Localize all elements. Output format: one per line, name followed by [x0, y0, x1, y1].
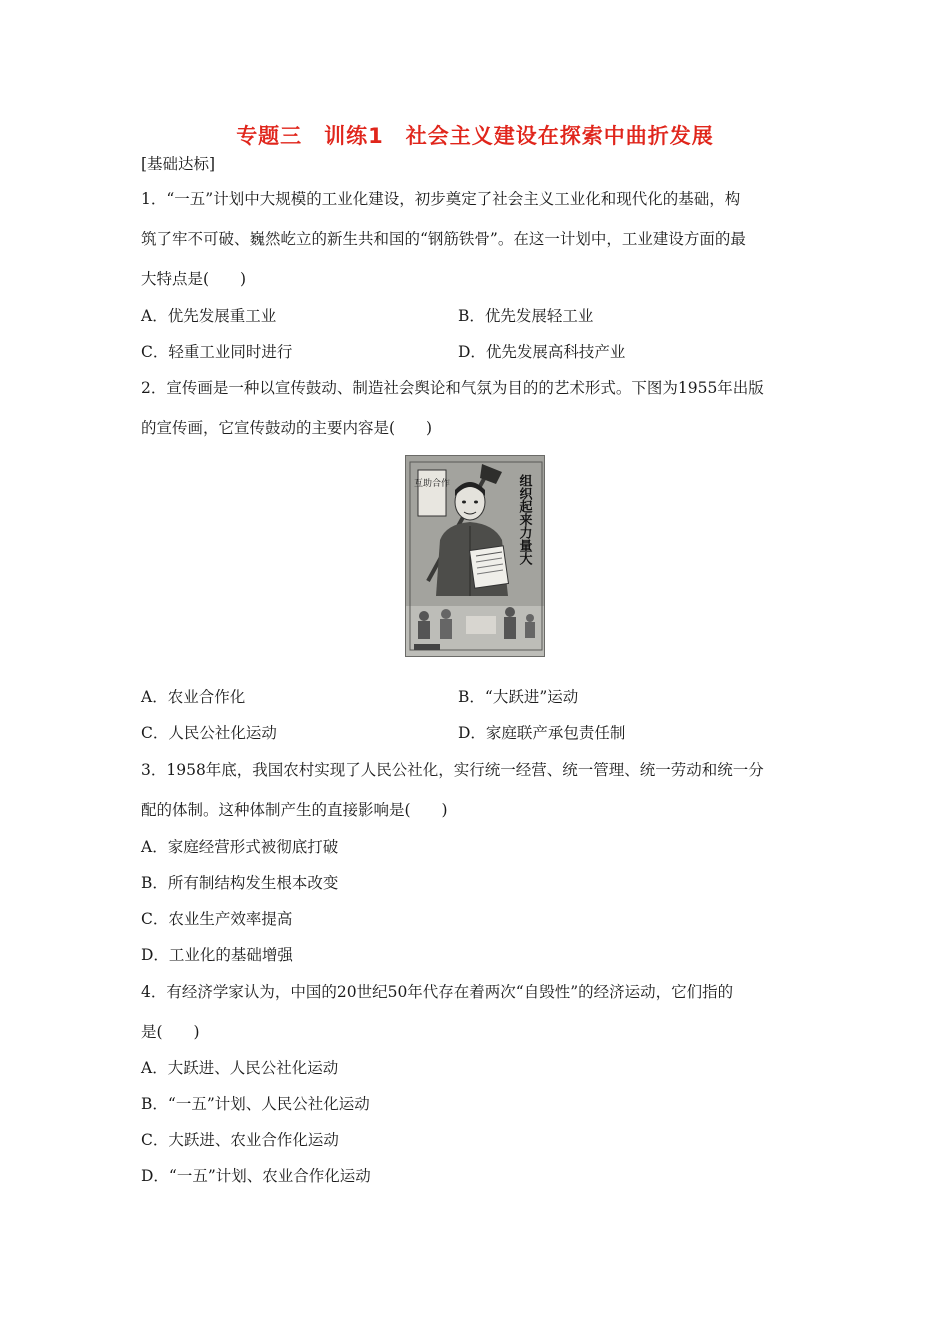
q2-option-b: B．“大跃进”运动	[458, 688, 579, 706]
q2-stem-line1: 2．宣传画是一种以宣传鼓动、制造社会舆论和气氛为目的的艺术形式。下图为1955年出版	[141, 379, 764, 397]
q2-option-d: D．家庭联产承包责任制	[458, 724, 626, 742]
q1-stem-line2: 筑了牢不可破、巍然屹立的新生共和国的“钢筋铁骨”。在这一计划中，工业建设方面的最	[141, 230, 746, 248]
q3-stem-line1: 3．1958年底，我国农村实现了人民公社化，实行统一经营、统一管理、统一劳动和统一分	[141, 761, 764, 779]
q2-option-c: C．人民公社化运动	[141, 724, 277, 742]
q1-option-b: B．优先发展轻工业	[458, 307, 594, 325]
q1-option-c: C．轻重工业同时进行	[141, 343, 293, 361]
q3-option-d: D．工业化的基础增强	[141, 946, 293, 964]
q4-option-a: A．大跃进、人民公社化运动	[141, 1059, 339, 1077]
section-label: [基础达标]	[141, 155, 216, 173]
q4-option-b: B．“一五”计划、人民公社化运动	[141, 1095, 370, 1113]
q3-stem-line2: 配的体制。这种体制产生的直接影响是( )	[141, 801, 448, 819]
poster-left-text: 互助合作	[413, 479, 451, 489]
q4-stem-line1: 4．有经济学家认为，中国的20世纪50年代存在着两次“自毁性”的经济运动，它们指的	[141, 983, 734, 1001]
q4-option-c: C．大跃进、农业合作化运动	[141, 1131, 339, 1149]
q4-option-d: D．“一五”计划、农业合作化运动	[141, 1167, 371, 1185]
poster-illustration	[406, 456, 545, 657]
q4-stem-line2: 是( )	[141, 1023, 200, 1041]
propaganda-poster-image	[405, 455, 545, 657]
q1-stem-line3: 大特点是( )	[141, 270, 247, 288]
q1-stem-line1: 1．“一五”计划中大规模的工业化建设，初步奠定了社会主义工业化和现代化的基础，构	[141, 190, 741, 208]
q3-option-b: B．所有制结构发生根本改变	[141, 874, 339, 892]
page-title: 专题三 训练1 社会主义建设在探索中曲折发展	[236, 124, 714, 148]
q1-option-a: A．优先发展重工业	[141, 307, 277, 325]
q2-option-a: A．农业合作化	[141, 688, 246, 706]
q3-option-a: A．家庭经营形式被彻底打破	[141, 838, 339, 856]
q3-option-c: C．农业生产效率提高	[141, 910, 293, 928]
q2-stem-line2: 的宣传画，它宣传鼓动的主要内容是( )	[141, 419, 433, 437]
q1-option-d: D．优先发展高科技产业	[458, 343, 626, 361]
poster-right-text: 组织起来力量大	[516, 474, 532, 565]
